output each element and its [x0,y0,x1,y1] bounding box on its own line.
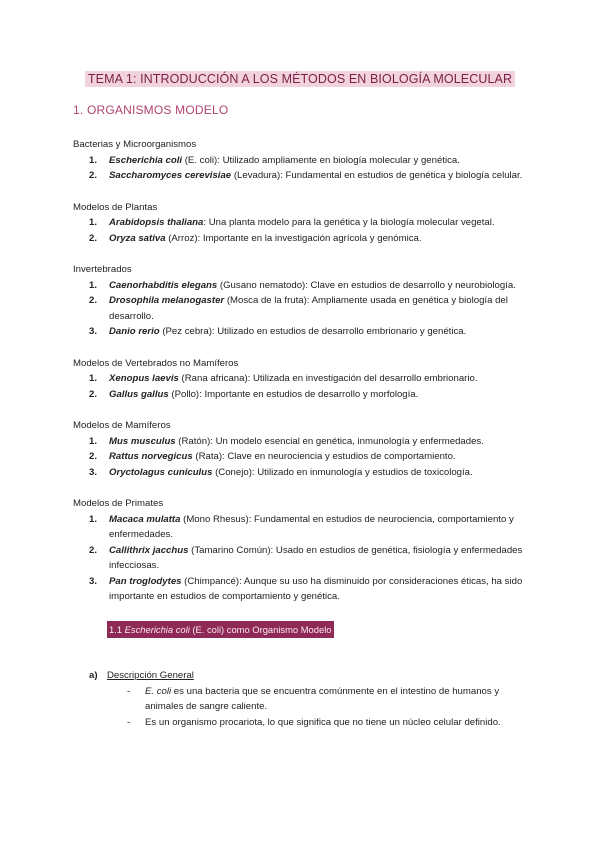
species-name: Drosophila melanogaster [109,295,225,306]
list-item [73,371,533,387]
subsection-bullets [73,684,533,731]
organism-groups [73,137,533,605]
subheading-italic: Escherichia coli [124,623,190,635]
species-description: (Pez cebra): Utilizado en estudios de desarrollo embrionario y genética. [159,326,467,337]
group-title: Modelos de Primates [73,498,164,509]
bullet-item [73,684,533,715]
species-description: : Una planta modelo para la genética y la biología molecular vegetal. [203,217,495,228]
species-name: Escherichia coli [109,154,183,166]
organism-list [73,371,533,402]
list-item-number: 2. [89,451,98,462]
list-item [73,434,533,450]
species-description: (Gusano nematodo): Clave en estudios de desarrollo y neurobiología. [217,279,516,291]
list-item [73,465,533,481]
list-item [73,574,533,605]
species-name: Pan troglodytes [109,575,182,587]
list-item-number: 3. [89,466,98,478]
organism-group [73,200,533,247]
organism-list [73,512,533,605]
group-title: Invertebrados [73,264,132,275]
species-description: (Ratón): Un modelo esencial en genética, inmunología y enfermedades. [175,435,484,447]
subsection-title: Descripción General [107,670,194,681]
list-item [73,324,533,340]
list-item-number: 2. [89,232,98,244]
list-item-number: 1. [89,279,98,291]
list-item [73,168,533,184]
species-name: Gallus gallus [109,388,169,400]
species-description: (Tamarino Común): Usado en estudios de genética, fisiología y enfermedades infecciosas. [109,544,523,571]
species-description: (Mosca de la fruta): Ampliamente usada en genética y biología del desarrollo. [109,295,508,322]
organism-group [73,496,533,605]
organism-list [73,434,533,481]
species-name: Mus musculus [109,435,176,447]
species-description: (Arroz): Importante en la investigación agrícola y genómica. [165,232,422,244]
species-description: (Rata): Clave en neurociencia y estudios de comportamiento. [192,451,456,462]
species-description: (Chimpancé): Aunque su uso ha disminuido por consideraciones éticas, ha sido importante en estudios de comportamiento y genética. [109,575,523,602]
organism-list [73,278,533,340]
group-title: Modelos de Vertebrados no Mamíferos [73,357,239,369]
organism-group [73,262,533,340]
subheading [107,621,334,639]
organism-group [73,418,533,480]
bullet-text: es una bacteria que se encuentra comúnmente en el intestino de humanos y animales de sangre caliente. [145,685,500,712]
list-item [73,278,533,294]
species-description: (E. coli): Utilizado ampliamente en biología molecular y genética. [182,154,460,166]
section-heading: 1. ORGANISMOS MODELO [73,103,229,117]
list-item [73,293,533,324]
subheading-suffix: (E. coli) como Organismo Modelo [189,623,332,635]
list-item [73,231,533,247]
list-item-number: 2. [89,388,98,400]
organism-list [73,215,533,246]
organism-group [73,356,533,403]
bullet-dash: - [127,685,131,697]
bullet-text: Es un organismo procariota, lo que significa que no tiene un núcleo celular definido. [145,716,501,728]
bullet-dash: - [127,716,131,728]
list-item-number: 1. [89,217,98,228]
list-item [73,153,533,169]
list-item [73,512,533,543]
list-item-number: 1. [89,513,98,525]
species-name: Rattus norvegicus [109,451,193,462]
organism-list [73,153,533,184]
species-name: Xenopus laevis [109,373,179,384]
species-name: Oryza sativa [109,232,166,244]
species-description: (Levadura): Fundamental en estudios de genética y biología celular. [231,170,523,181]
group-title: Bacterias y Microorganismos [73,139,197,150]
species-description: (Conejo): Utilizado en inmunología y estudios de toxicología. [212,466,473,478]
list-item-number: 1. [89,154,98,166]
document-title: TEMA 1: INTRODUCCIÓN A LOS MÉTODOS EN BIOLOGÍA MOLECULAR [85,71,515,87]
species-name: Caenorhabditis elegans [109,279,218,291]
species-name: Oryctolagus cuniculus [109,466,213,478]
list-item-number: 1. [89,373,98,384]
list-item-number: 2. [89,295,98,306]
subheading-prefix: 1.1 [109,623,125,635]
content [73,137,533,730]
species-description: (Rana africana): Utilizada en investigación del desarrollo embrionario. [178,373,478,384]
group-title: Modelos de Mamíferos [73,420,171,431]
list-item-number: 2. [89,170,98,181]
species-name: Danio rerio [109,326,160,337]
list-item-number: 2. [89,544,98,556]
list-item [73,543,533,574]
list-item [73,215,533,231]
bullet-italic: E. coli [145,685,172,697]
group-title: Modelos de Plantas [73,201,158,213]
list-item-number: 3. [89,326,98,337]
species-name: Callithrix jacchus [109,544,189,556]
subsection-title-row [73,668,533,684]
species-name: Arabidopsis thaliana [109,217,204,228]
list-item [73,387,533,403]
list-item-number: 1. [89,435,98,447]
bullet-item [73,715,533,731]
list-item-number: 3. [89,575,98,587]
subheading-wrapper [107,621,533,639]
species-name: Saccharomyces cerevisiae [109,170,232,181]
title-wrapper [0,70,600,88]
list-item [73,449,533,465]
species-description: (Mono Rhesus): Fundamental en estudios de neurociencia, comportamiento y enfermedades. [109,513,514,540]
subsection-description [73,668,533,730]
organism-group [73,137,533,184]
species-description: (Pollo): Importante en estudios de desarrollo y morfología. [168,388,419,400]
species-name: Macaca mulatta [109,513,181,525]
subsection-letter: a) [89,670,98,681]
